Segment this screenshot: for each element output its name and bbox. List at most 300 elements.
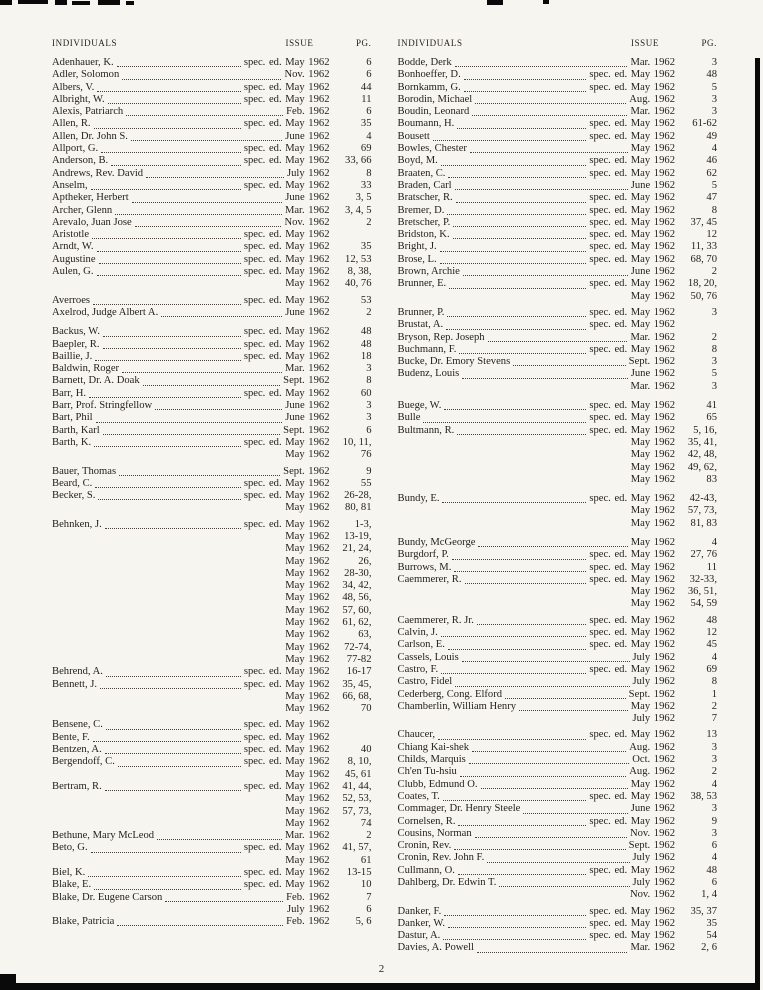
entry-issue: spec. ed. May 1962 xyxy=(243,867,330,878)
header-pg: PG. xyxy=(701,38,717,48)
entry-issue: May 1962 xyxy=(285,617,330,629)
index-entry-row xyxy=(398,729,718,741)
dot-leader xyxy=(143,385,280,386)
index-entry-row xyxy=(52,818,372,830)
entry-issue: Sept. 1962 xyxy=(628,688,675,700)
entry-issue: spec. ed. May 1962 xyxy=(589,549,675,561)
dot-leader xyxy=(117,925,283,926)
entry-page: 5 xyxy=(711,179,717,191)
index-entry-row xyxy=(398,598,718,610)
index-entry-row xyxy=(398,332,718,344)
entry-page: 63, xyxy=(358,629,372,641)
index-entry-row xyxy=(52,118,372,130)
entry-page: 42-43, xyxy=(689,493,717,505)
entry-issue: spec. ed. May 1962 xyxy=(243,387,330,399)
entry-name: Borodin, Michael xyxy=(397,93,473,105)
index-entry-row xyxy=(398,168,718,180)
index-entry-row xyxy=(398,57,718,69)
dot-leader xyxy=(155,409,282,410)
entry-name: Brustat, A. xyxy=(397,319,444,331)
entry-name: Cornelsen, R. xyxy=(397,815,456,827)
dot-leader xyxy=(443,939,586,940)
dot-leader xyxy=(462,378,627,379)
entry-name: Axelrod, Judge Albert A. xyxy=(52,306,159,318)
entry-page: 57, 73, xyxy=(687,505,717,517)
dot-leader xyxy=(92,238,241,239)
dot-leader xyxy=(487,862,629,863)
entry-issue: spec. ed. May 1962 xyxy=(589,306,675,318)
index-entry-row xyxy=(398,828,718,840)
entry-issue: spec. ed. May 1962 xyxy=(589,69,675,81)
entry-name: Commager, Dr. Henry Steele xyxy=(397,803,521,815)
index-columns xyxy=(52,38,717,955)
index-entry-row xyxy=(52,425,372,437)
entry-name: Childs, Marquis xyxy=(397,754,466,766)
entry-issue: spec. ed. May 1962 xyxy=(243,143,330,155)
entry-page: 12 xyxy=(706,229,717,241)
scan-artifact xyxy=(98,0,120,5)
dot-leader xyxy=(459,353,586,354)
entry-page: 13 xyxy=(706,729,717,741)
index-entry-row xyxy=(52,155,372,167)
entry-page: 72-74, xyxy=(344,641,372,653)
entry-issue: May 1962 xyxy=(630,461,675,473)
index-entry-row xyxy=(52,339,372,351)
index-entry-row xyxy=(52,351,372,363)
scan-artifact xyxy=(0,983,760,990)
index-entry-row xyxy=(398,676,718,688)
entry-page: 6 xyxy=(711,877,717,888)
entry-page: 61 xyxy=(360,854,372,866)
entry-issue: May 1962 xyxy=(630,778,675,790)
entry-issue: Nov. 1962 xyxy=(284,216,330,228)
entry-issue: Feb. 1962 xyxy=(286,916,330,928)
entry-page: 16-17 xyxy=(346,666,372,678)
entry-page: 3 xyxy=(711,93,717,105)
entry-page: 61, 62, xyxy=(342,617,372,629)
entry-issue: May 1962 xyxy=(285,592,330,604)
index-entry-row xyxy=(52,830,372,842)
index-entry-row xyxy=(398,400,718,412)
entry-name: Dastur, A. xyxy=(397,930,441,942)
entry-issue: spec. ed. May 1962 xyxy=(243,666,330,678)
entry-issue: Aug. 1962 xyxy=(629,741,675,753)
dot-leader xyxy=(95,487,241,488)
entry-name: Blake, Patricia xyxy=(52,916,115,928)
dot-leader xyxy=(96,422,283,423)
entry-page: 48 xyxy=(360,338,372,350)
entry-name: Averroes xyxy=(52,294,91,306)
entry-page: 52, 53, xyxy=(342,793,372,805)
index-entry-row xyxy=(398,462,718,474)
entry-page: 1, 4 xyxy=(701,889,717,901)
dot-leader xyxy=(94,128,241,129)
dot-leader xyxy=(463,275,628,276)
entry-name: Barr, H. xyxy=(52,387,86,399)
dot-leader xyxy=(105,790,241,791)
entry-name: Baillie, J. xyxy=(52,350,93,362)
entry-issue: spec. ed. May 1962 xyxy=(589,155,675,167)
entry-issue: May 1962 xyxy=(285,543,330,555)
entry-issue: spec. ed. May 1962 xyxy=(589,663,675,675)
entry-name: Carlson, E. xyxy=(397,639,445,651)
index-entry-row xyxy=(52,605,372,617)
entry-page: 3 xyxy=(711,754,717,766)
entry-name: Caemmerer, R. Jr. xyxy=(397,614,474,626)
entry-issue: July 1962 xyxy=(287,903,330,915)
entry-page: 74 xyxy=(360,817,372,829)
entry-page: 3, 5 xyxy=(355,192,372,204)
index-entry-row xyxy=(52,82,372,94)
index-entry-row xyxy=(52,781,372,793)
index-entry-row xyxy=(398,779,718,791)
entry-page: 6 xyxy=(366,69,372,81)
column-header xyxy=(52,38,372,48)
index-entry-row xyxy=(398,356,718,368)
entry-issue: spec. ed. May 1962 xyxy=(589,253,675,265)
dot-leader xyxy=(91,852,241,853)
index-entry-row xyxy=(52,568,372,580)
entry-name: Aptheker, Herbert xyxy=(52,192,129,204)
dot-leader xyxy=(453,226,586,227)
entry-page: 60 xyxy=(360,387,372,399)
entry-page: 55 xyxy=(360,477,372,489)
entry-issue: Sept. 1962 xyxy=(628,356,675,368)
entry-name: Albers, V. xyxy=(52,81,95,93)
index-entry-row xyxy=(52,254,372,266)
entry-list xyxy=(398,57,718,955)
entry-name: Dahlberg, Dr. Edwin T. xyxy=(397,877,497,888)
entry-issue: spec. ed. May 1962 xyxy=(589,561,675,573)
entry-page: 2 xyxy=(711,766,717,778)
entry-issue: May 1962 xyxy=(630,700,675,712)
entry-issue: spec. ed. May 1962 xyxy=(589,930,675,942)
entry-page: 7 xyxy=(711,713,717,725)
entry-name: Burrows, M. xyxy=(397,561,452,573)
entry-page: 3 xyxy=(711,741,717,753)
entry-issue: July 1962 xyxy=(632,713,675,725)
dot-leader xyxy=(499,886,629,887)
entry-name: Bonhoeffer, D. xyxy=(397,69,461,81)
entry-issue: spec. ed. May 1962 xyxy=(589,278,675,290)
entry-page: 2 xyxy=(711,266,717,278)
entry-page: 42, 48, xyxy=(687,449,717,461)
entry-issue: spec. ed. May 1962 xyxy=(589,614,675,626)
entry-page: 53 xyxy=(360,294,372,306)
entry-name: Bethune, Mary McLeod xyxy=(52,830,155,842)
entry-issue: June 1962 xyxy=(285,130,330,142)
index-entry-row xyxy=(52,732,372,744)
dot-leader xyxy=(132,202,283,203)
entry-page: 41, 57, xyxy=(342,842,372,854)
entry-issue: May 1962 xyxy=(630,517,675,529)
entry-page: 1 xyxy=(711,688,717,700)
entry-page: 3 xyxy=(711,306,717,318)
entry-page: 44 xyxy=(360,81,372,93)
index-entry-row xyxy=(398,803,718,815)
index-entry-row xyxy=(398,192,718,204)
index-entry-row xyxy=(52,412,372,424)
index-entry-row xyxy=(52,307,372,319)
entry-page: 2 xyxy=(366,216,372,228)
dot-leader xyxy=(126,115,283,116)
dot-leader xyxy=(441,673,586,674)
entry-page: 8 xyxy=(711,676,717,688)
entry-name: Bultmann, R. xyxy=(397,424,455,436)
entry-issue: spec. ed. May 1962 xyxy=(589,81,675,93)
entry-page: 57, 60, xyxy=(342,604,372,616)
index-entry-row xyxy=(398,266,718,278)
entry-name: Braden, Carl xyxy=(397,179,452,191)
entry-issue: Nov. 1962 xyxy=(629,889,675,901)
entry-name: Alexis, Patriarch xyxy=(52,106,124,118)
entry-page: 7 xyxy=(366,891,372,903)
entry-issue: June 1962 xyxy=(630,368,675,380)
entry-issue: Feb. 1962 xyxy=(286,106,330,118)
entry-issue: June 1962 xyxy=(630,266,675,278)
entry-page: 35, 41, xyxy=(687,436,717,448)
entry-issue: Mar. 1962 xyxy=(630,942,675,954)
dot-leader xyxy=(119,475,280,476)
entry-issue: spec. ed. May 1962 xyxy=(243,93,330,105)
dot-leader xyxy=(505,698,626,699)
index-entry-row xyxy=(398,82,718,94)
dot-leader xyxy=(94,889,241,890)
entry-name: Bundy, E. xyxy=(397,493,440,505)
entry-name: Barth, Karl xyxy=(52,424,100,436)
dot-leader xyxy=(460,776,626,777)
entry-page: 49, 62, xyxy=(687,461,717,473)
header-individuals: INDIVIDUALS xyxy=(397,38,463,48)
entry-issue: Mar. 1962 xyxy=(630,331,675,343)
entry-page: 3 xyxy=(366,400,372,412)
entry-name: Burgdorf, P. xyxy=(397,549,449,561)
index-entry-row xyxy=(52,531,372,543)
entry-name: Cassels, Louis xyxy=(397,651,459,663)
entry-page: 69 xyxy=(360,143,372,155)
entry-name: Behrend, A. xyxy=(52,666,103,678)
entry-name: Clubb, Edmund O. xyxy=(397,778,478,790)
index-entry-row xyxy=(52,131,372,143)
entry-page: 8, 10, xyxy=(347,756,372,768)
dot-leader xyxy=(513,365,625,366)
entry-page: 5 xyxy=(711,81,717,93)
index-entry-row xyxy=(52,388,372,400)
entry-page: 6 xyxy=(711,840,717,852)
entry-issue: May 1962 xyxy=(630,449,675,461)
entry-name: Aristotle xyxy=(52,229,90,241)
entry-issue: spec. ed. May 1962 xyxy=(243,266,330,278)
index-entry-row xyxy=(52,543,372,555)
dot-leader xyxy=(157,839,282,840)
dot-leader xyxy=(465,583,587,584)
entry-page: 54, 59 xyxy=(690,598,717,610)
entry-name: Beto, G. xyxy=(52,842,88,854)
scan-artifact xyxy=(72,1,90,5)
entry-page: 9 xyxy=(711,815,717,827)
entry-name: Cousins, Norman xyxy=(397,827,472,839)
column-header xyxy=(398,38,718,48)
entry-name: Barr, Prof. Stringfellow xyxy=(52,400,153,412)
index-entry-row xyxy=(52,363,372,375)
entry-page: 1-3, xyxy=(354,518,372,530)
index-entry-row xyxy=(398,865,718,877)
dot-leader xyxy=(454,849,625,850)
index-entry-row xyxy=(52,437,372,449)
dot-leader xyxy=(165,901,283,902)
entry-name: Bousett xyxy=(397,130,430,142)
entry-page: 5, 16, xyxy=(693,424,717,436)
index-entry-row xyxy=(398,877,718,889)
entry-page: 40 xyxy=(360,744,372,756)
entry-issue: spec. ed. May 1962 xyxy=(243,780,330,792)
entry-page: 8, 38, xyxy=(347,266,372,278)
entry-issue: spec. ed. May 1962 xyxy=(589,815,675,827)
entry-issue: Mar. 1962 xyxy=(284,830,330,842)
index-entry-row xyxy=(398,840,718,852)
dot-leader xyxy=(452,559,587,560)
entry-issue: spec. ed. May 1962 xyxy=(589,864,675,876)
dot-leader xyxy=(458,874,586,875)
entry-name: Adenhauer, K. xyxy=(52,57,114,68)
dot-leader xyxy=(97,91,241,92)
dot-leader xyxy=(464,91,587,92)
entry-name: Allen, R. xyxy=(52,118,91,130)
entry-page: 4 xyxy=(711,651,717,663)
entry-name: Bulle xyxy=(397,412,421,424)
entry-issue: May 1962 xyxy=(285,854,330,866)
dot-leader xyxy=(105,528,241,529)
entry-page: 35 xyxy=(360,241,372,253)
scan-artifact xyxy=(126,1,134,5)
index-entry-row xyxy=(52,617,372,629)
dot-leader xyxy=(441,165,587,166)
entry-name: Arevalo, Juan Jose xyxy=(52,216,132,228)
dot-leader xyxy=(481,788,628,789)
index-entry-row xyxy=(52,793,372,805)
entry-page: 11 xyxy=(706,561,717,573)
index-entry-row xyxy=(52,180,372,192)
entry-name: Bensene, C. xyxy=(52,719,103,731)
entry-issue: June 1962 xyxy=(285,400,330,412)
scan-artifact xyxy=(755,58,760,990)
index-entry-row xyxy=(398,627,718,639)
entry-issue: June 1962 xyxy=(285,412,330,424)
entry-name: Bratscher, R. xyxy=(397,192,453,204)
entry-name: Buege, W. xyxy=(397,400,442,412)
entry-name: Allen, Dr. John S. xyxy=(52,130,128,142)
index-entry-row xyxy=(52,502,372,514)
entry-name: Brown, Archie xyxy=(397,266,460,278)
index-entry-row xyxy=(398,816,718,828)
entry-issue: Aug. 1962 xyxy=(629,93,675,105)
index-entry-row xyxy=(398,852,718,864)
dot-leader xyxy=(472,115,627,116)
entry-name: Bretscher, P. xyxy=(397,216,451,228)
entry-issue: Feb. 1962 xyxy=(286,891,330,903)
entry-issue: May 1962 xyxy=(285,502,330,514)
dot-leader xyxy=(519,710,628,711)
dot-leader xyxy=(108,103,241,104)
entry-name: Chaucer, xyxy=(397,729,436,741)
entry-issue: May 1962 xyxy=(285,703,330,715)
index-entry-row xyxy=(52,744,372,756)
dot-leader xyxy=(442,502,586,503)
index-entry-row xyxy=(52,703,372,715)
entry-page: 70 xyxy=(360,703,372,715)
dot-leader xyxy=(446,329,586,330)
entry-name: Bucke, Dr. Emory Stevens xyxy=(397,356,511,368)
dot-leader xyxy=(103,336,241,337)
entry-issue: spec. ed. May 1962 xyxy=(589,573,675,585)
entry-name: Bowles, Chester xyxy=(397,143,467,155)
entry-issue: Sept. 1962 xyxy=(283,375,330,387)
dot-leader xyxy=(106,676,241,677)
entry-page: 33, 66 xyxy=(345,155,372,167)
entry-name: Baldwin, Roger xyxy=(52,363,120,375)
entry-name: Calvin, J. xyxy=(397,627,438,639)
entry-issue: May 1962 xyxy=(630,436,675,448)
entry-page: 9 xyxy=(366,465,372,477)
index-entry-row xyxy=(52,892,372,904)
entry-issue: spec. ed. May 1962 xyxy=(589,204,675,216)
index-entry-row xyxy=(398,278,718,290)
entry-list xyxy=(52,57,372,928)
entry-page: 47 xyxy=(706,192,717,204)
dot-leader xyxy=(91,189,241,190)
dot-leader xyxy=(97,251,241,252)
entry-issue: spec. ed. May 1962 xyxy=(243,436,330,448)
entry-issue: spec. ed. May 1962 xyxy=(243,294,330,306)
entry-issue: June 1962 xyxy=(285,192,330,204)
entry-issue: spec. ed. May 1962 xyxy=(589,130,675,142)
index-entry-row xyxy=(398,639,718,651)
entry-name: Danker, F. xyxy=(397,905,442,917)
dot-leader xyxy=(456,202,587,203)
entry-page: 48, 56, xyxy=(342,592,372,604)
index-entry-row xyxy=(398,412,718,424)
entry-issue: spec. ed. May 1962 xyxy=(589,412,675,424)
entry-page: 76 xyxy=(360,449,372,461)
entry-page: 8 xyxy=(366,375,372,387)
entry-name: Bremer, D. xyxy=(397,204,445,216)
header-individuals: INDIVIDUALS xyxy=(52,38,118,48)
entry-issue: Mar. 1962 xyxy=(630,106,675,118)
entry-issue: May 1962 xyxy=(285,793,330,805)
dot-leader xyxy=(98,499,240,500)
index-entry-row xyxy=(52,400,372,412)
index-entry-row xyxy=(398,549,718,561)
dot-leader xyxy=(106,729,241,730)
entry-page: 28-30, xyxy=(344,567,372,579)
entry-page: 6 xyxy=(366,57,372,68)
entry-issue: May 1962 xyxy=(630,586,675,598)
dot-leader xyxy=(438,739,586,740)
entry-issue: spec. ed. May 1962 xyxy=(243,57,330,68)
entry-page: 3 xyxy=(711,827,717,839)
entry-issue: May 1962 xyxy=(285,653,330,665)
index-entry-row xyxy=(398,689,718,701)
entry-page: 3 xyxy=(366,412,372,424)
entry-page: 3 xyxy=(711,380,717,392)
index-entry-row xyxy=(398,889,718,901)
index-entry-row xyxy=(398,493,718,505)
entry-issue: spec. ed. May 1962 xyxy=(589,319,675,331)
entry-name: Bryson, Rep. Joseph xyxy=(397,331,485,343)
entry-issue: May 1962 xyxy=(630,143,675,155)
entry-page: 62 xyxy=(706,167,717,179)
index-entry-row xyxy=(398,906,718,918)
